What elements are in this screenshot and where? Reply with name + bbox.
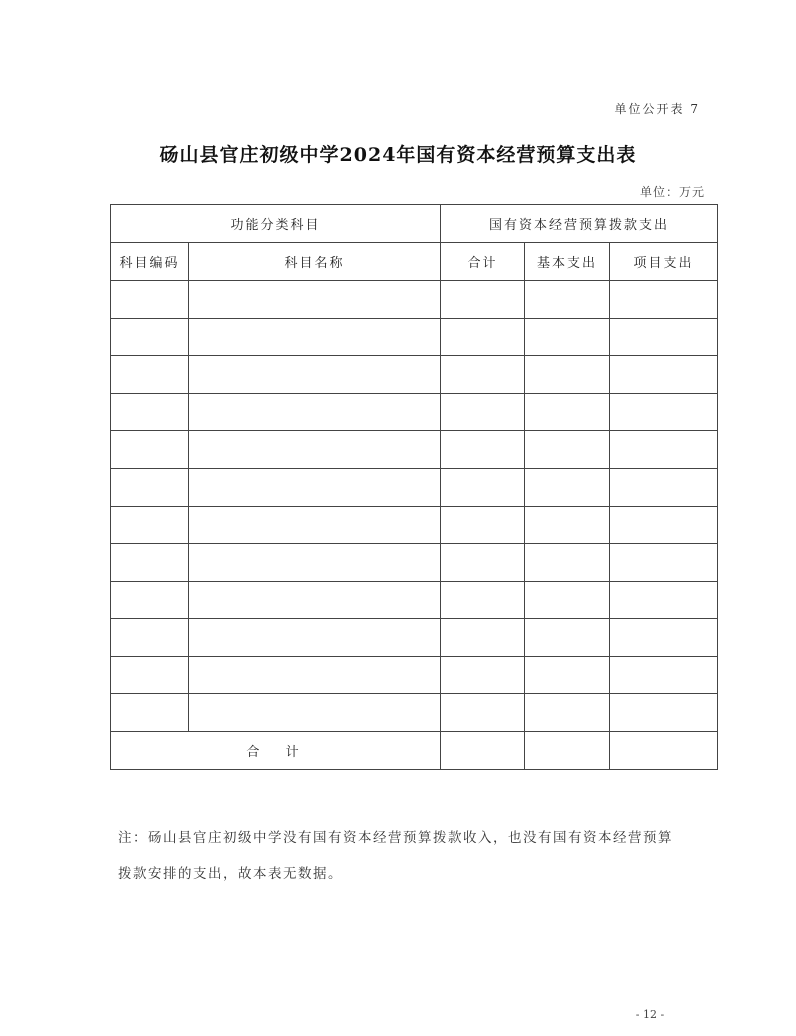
table-cell	[525, 431, 610, 469]
table-cell	[189, 619, 441, 657]
table-cell	[525, 694, 610, 732]
table-cell	[189, 544, 441, 582]
table-cell	[610, 581, 718, 619]
table-row	[111, 356, 718, 394]
table-row	[111, 506, 718, 544]
table-cell	[610, 468, 718, 506]
table-cell	[525, 544, 610, 582]
table-row	[111, 318, 718, 356]
table-row	[111, 656, 718, 694]
table-cell	[189, 318, 441, 356]
table-cell	[111, 656, 189, 694]
column-header-row	[111, 243, 718, 281]
table-cell	[111, 619, 189, 657]
table-cell	[610, 656, 718, 694]
table-cell	[525, 281, 610, 319]
table-body	[111, 281, 718, 732]
table-row	[111, 694, 718, 732]
table-cell	[111, 393, 189, 431]
table-cell	[610, 281, 718, 319]
table-cell	[525, 356, 610, 394]
table-cell	[441, 393, 525, 431]
table-cell	[111, 581, 189, 619]
table-row	[111, 281, 718, 319]
table-cell	[525, 393, 610, 431]
table-cell	[189, 581, 441, 619]
table-cell	[610, 431, 718, 469]
table-cell	[441, 656, 525, 694]
table-cell	[610, 356, 718, 394]
table-cell	[610, 318, 718, 356]
total-label: 合 计	[111, 731, 441, 769]
column-header-code: 科目编码	[111, 243, 189, 281]
table-cell	[189, 506, 441, 544]
table-cell	[111, 431, 189, 469]
total-row	[111, 731, 718, 769]
table-cell	[111, 506, 189, 544]
table-cell	[610, 694, 718, 732]
unit-label: 单位：万元	[639, 185, 705, 199]
table-cell	[610, 544, 718, 582]
table-row	[111, 581, 718, 619]
table-cell	[441, 468, 525, 506]
table-cell	[441, 581, 525, 619]
table-cell	[441, 281, 525, 319]
group-header-function: 功能分类科目	[111, 205, 441, 243]
table-cell	[525, 318, 610, 356]
table-cell	[441, 506, 525, 544]
table-cell	[111, 468, 189, 506]
page-title: 砀山县官庄初级中学2024年国有资本经营预算支出表	[159, 144, 637, 166]
budget-table	[110, 204, 718, 770]
column-header-total: 合计	[441, 243, 525, 281]
table-row	[111, 431, 718, 469]
table-cell	[189, 281, 441, 319]
form-number: 单位公开表 7	[614, 102, 700, 116]
table-cell	[189, 393, 441, 431]
table-cell	[189, 468, 441, 506]
table-cell	[111, 281, 189, 319]
table-row	[111, 619, 718, 657]
table-cell	[525, 581, 610, 619]
table-cell	[189, 656, 441, 694]
table-cell	[525, 656, 610, 694]
note-line-1: 注：砀山县官庄初级中学没有国有资本经营预算拨款收入，也没有国有资本经营预算	[118, 830, 673, 846]
column-header-name: 科目名称	[189, 243, 441, 281]
table-cell	[189, 431, 441, 469]
table-cell	[111, 356, 189, 394]
table-cell	[441, 694, 525, 732]
table-cell	[610, 619, 718, 657]
table-cell	[111, 544, 189, 582]
note	[118, 820, 718, 892]
column-header-basic: 基本支出	[525, 243, 610, 281]
table-cell	[441, 431, 525, 469]
table-cell	[525, 506, 610, 544]
table-row	[111, 393, 718, 431]
table-cell	[441, 544, 525, 582]
table-cell	[610, 393, 718, 431]
total-project-cell	[610, 731, 718, 769]
note-line-2: 拨款安排的支出，故本表无数据。	[118, 866, 343, 882]
table-cell	[111, 318, 189, 356]
group-header-row	[111, 205, 718, 243]
column-header-project: 项目支出	[610, 243, 718, 281]
table-cell	[441, 318, 525, 356]
table-row	[111, 468, 718, 506]
table-cell	[111, 694, 189, 732]
table-cell	[525, 468, 610, 506]
page-number: - 12 -	[635, 1008, 665, 1021]
table-cell	[441, 619, 525, 657]
table-row	[111, 544, 718, 582]
table-cell	[189, 694, 441, 732]
table-cell	[525, 619, 610, 657]
table-cell	[610, 506, 718, 544]
total-basic-cell	[525, 731, 610, 769]
total-cell	[441, 731, 525, 769]
group-header-expenditure: 国有资本经营预算拨款支出	[441, 205, 718, 243]
table-cell	[441, 356, 525, 394]
table-cell	[189, 356, 441, 394]
